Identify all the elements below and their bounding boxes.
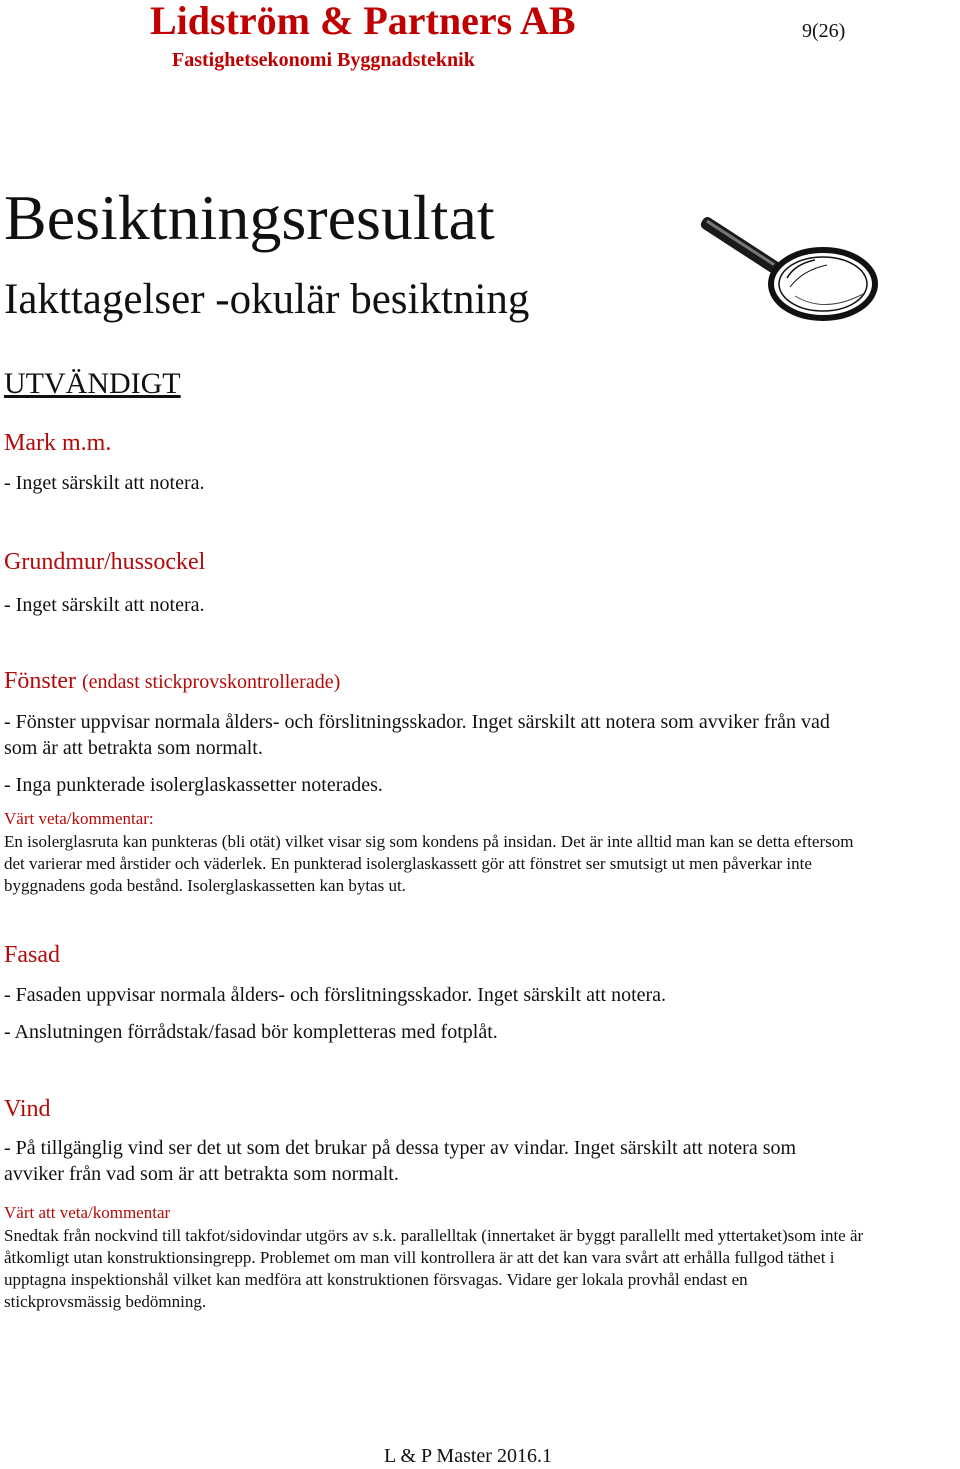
fasad-text-1: - Fasaden uppvisar normala ålders- och förslitningsskador. Inget särskilt att notera.	[4, 984, 667, 1006]
heading-fonster-label: Fönster	[4, 668, 76, 694]
magnifying-glass-icon	[695, 212, 880, 324]
vind-text-1a: - På tillgänglig vind ser det ut som det brukar på dessa typer av vindar. Inget särskilt att notera som	[4, 1137, 797, 1159]
vind-note-1: Snedtak från nockvind till takfot/sidovindar utgörs av s.k. parallelltak (innertaket är byggt parallellt med yttertaket)som inte är	[4, 1226, 864, 1245]
page-subtitle: Iakttagelser -okulär besiktning	[4, 276, 530, 323]
vind-text-1b: avviker från vad som är att betrakta som normalt.	[4, 1163, 399, 1185]
fasad-text-2: - Anslutningen förrådstak/fasad bör kompletteras med fotplåt.	[4, 1021, 498, 1043]
heading-fasad: Fasad	[4, 942, 60, 968]
heading-fonster-note: (endast stickprovskontrollerade)	[82, 671, 341, 693]
section-heading-utvandigt: UTVÄNDIGT	[4, 367, 181, 400]
page-number: 9(26)	[802, 20, 846, 42]
fonster-text-1a: - Fönster uppvisar normala ålders- och förslitningsskador. Inget särskilt att notera som avviker från vad	[4, 711, 830, 733]
company-name: Lidström & Partners AB	[150, 0, 576, 43]
vind-note-3: upptagna inspektionshål vilket kan medföra att konstruktionen försvagas. Vidare ger lokala provhål endast en	[4, 1270, 748, 1289]
fonster-note-label: Värt veta/kommentar:	[4, 809, 154, 828]
heading-mark: Mark m.m.	[4, 430, 112, 456]
vind-note-label: Värt att veta/kommentar	[4, 1203, 171, 1222]
fonster-note-3: byggnadens goda bestånd. Isolerglaskassetten kan bytas ut.	[4, 876, 406, 895]
fonster-note-2: det varierar med årstider och väderlek. En punkterad isolerglaskassett gör att fönstret ser smutsigt ut men påverkar inte	[4, 854, 812, 873]
heading-grundmur: Grundmur/hussockel	[4, 549, 206, 575]
company-tagline: Fastighetsekonomi Byggnadsteknik	[172, 49, 475, 71]
page-title: Besiktningsresultat	[4, 182, 495, 253]
vind-note-4: stickprovsmässig bedömning.	[4, 1292, 207, 1311]
grundmur-text: - Inget särskilt att notera.	[4, 594, 205, 616]
fonster-text-2: - Inga punkterade isolerglaskassetter noterades.	[4, 774, 383, 796]
mark-text: - Inget särskilt att notera.	[4, 472, 205, 494]
footer-text: L & P Master 2016.1	[384, 1445, 552, 1467]
fonster-note-1: En isolerglasruta kan punkteras (bli otät) vilket visar sig som kondens på insidan. Det är inte alltid man kan se detta eftersom	[4, 832, 854, 851]
vind-note-2: åtkomligt utan konstruktionsingrepp. Problemet om man vill kontrollera är att det kan vara svårt att erhålla fullgod täthet i	[4, 1248, 835, 1267]
heading-fonster	[4, 666, 340, 697]
heading-vind: Vind	[4, 1096, 51, 1122]
fonster-text-1b: som är att betrakta som normalt.	[4, 737, 263, 759]
